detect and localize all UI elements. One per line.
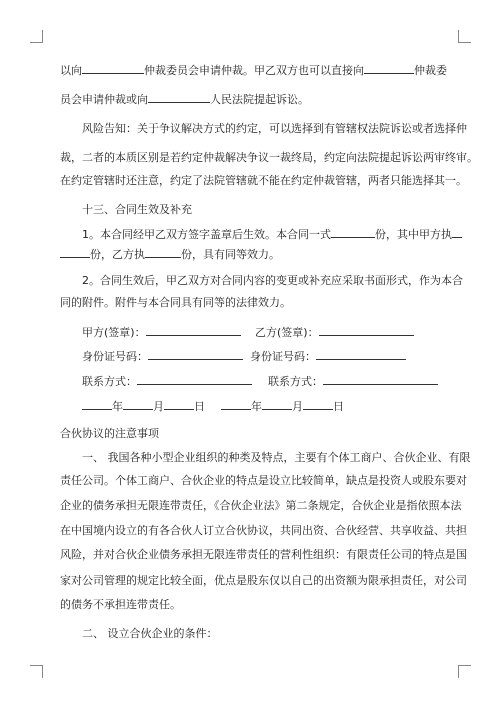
party-b-contact [268,373,438,389]
text: 1。本合同经甲乙双方签字盖章后生效。本合同一式 [82,228,331,241]
text-line: 同的附件。附件与本合同具有同等的法律效力。 [60,296,291,309]
party-a-id [82,348,243,364]
text: 份，其中甲方执 [375,228,452,241]
text: 份，具有同等效力。 [181,248,280,261]
month-label: 月 [153,400,164,413]
party-a-contact [82,373,252,389]
fill-blank [145,246,181,258]
fill-blank [60,246,90,258]
date-line [221,398,344,414]
fill-blank [221,398,251,410]
fill-blank [164,398,194,410]
text: 人民法院提起诉讼。 [210,93,309,106]
fill-blank [146,324,241,336]
text-line [82,226,462,242]
text-line: 裁，二者的本质区别是若约定仲裁解决争议一裁终局，约定向法院提起诉讼两审终审。 [60,151,478,164]
year-label: 年 [251,400,262,413]
fill-blank [137,373,252,385]
fill-blank [82,398,112,410]
text-line: 2。合同生效后，甲乙双方对合同内容的变更或补充应采取书面形式，作为本合 [82,274,463,287]
text-line: 在约定管辖时还注意，约定了法院管辖就不能在约定仲裁管辖，两者只能选择其一。 [60,174,467,187]
fill-blank [123,398,153,410]
year-label: 年 [112,400,123,413]
fill-blank [316,348,406,360]
fill-blank [262,398,292,410]
text-line: 在中国境内设立的有各合伙人订立合伙协议，共同出资、合伙经营、共享收益、共担 [60,524,467,537]
text-line [60,246,440,262]
party-b-signature [255,324,414,340]
section-heading: 二、 设立合伙企业的条件： [82,627,218,640]
text-line: 的债务不承担连带责任。 [60,598,181,611]
fill-blank [364,62,414,74]
crop-mark-top-right [458,30,471,43]
label: 联系方式： [82,375,137,388]
text-line: 家对公司管理的规定比较全面，优点是股东仅以自己的出资额为限承担责任，对公司 [60,574,467,587]
fill-blank [319,324,414,336]
label: 身份证号码： [250,350,316,363]
fill-blank [303,398,333,410]
text-line: 一、 我国各种小型企业组织的种类及特点，主要有个体工商户、合伙企业、有限 [82,451,471,464]
text: 仲裁委 [414,64,447,77]
party-a-signature [82,324,241,340]
fill-blank [331,226,375,238]
text: 以向 [60,64,82,77]
notes-title: 合伙协议的注意事项 [60,427,159,440]
fill-blank [452,226,462,238]
text: 份，乙方执 [90,248,145,261]
fill-blank [148,348,243,360]
section-heading: 十三、合同生效及补充 [82,203,192,216]
label: 联系方式： [268,375,323,388]
label: 身份证号码： [82,350,148,363]
fill-blank [82,62,144,74]
fill-blank [148,91,210,103]
text-line [60,62,447,78]
text: 仲裁委员会申请仲裁。甲乙双方也可以直接向 [144,64,364,77]
crop-mark-top-left [30,30,43,43]
text-line: 风险告知：关于争议解决方式的约定，可以选择到有管辖权法院诉讼或者选择仲 [82,122,467,135]
date-line [82,398,205,414]
label: 甲方(签章)： [82,326,146,339]
text-line: 责任公司。个体工商户、合伙企业的特点是设立比较简单，缺点是投资人或股东要对 [60,474,467,487]
day-label: 日 [194,400,205,413]
text-line [60,91,440,107]
text-line: 风险，并对合伙企业债务承担无限连带责任的营利性组织：有限责任公司的特点是国 [60,548,467,561]
crop-mark-bottom-right [458,665,471,678]
label: 乙方(签章)： [255,326,319,339]
text: 员会申请仲裁或向 [60,93,148,106]
month-label: 月 [292,400,303,413]
fill-blank [323,373,438,385]
day-label: 日 [333,400,344,413]
crop-mark-bottom-left [30,665,43,678]
text-line: 企业的债务承担无限连带责任，《合伙企业法》第二条规定，合伙企业是指依照本法 [60,499,462,512]
party-b-id [250,348,406,364]
